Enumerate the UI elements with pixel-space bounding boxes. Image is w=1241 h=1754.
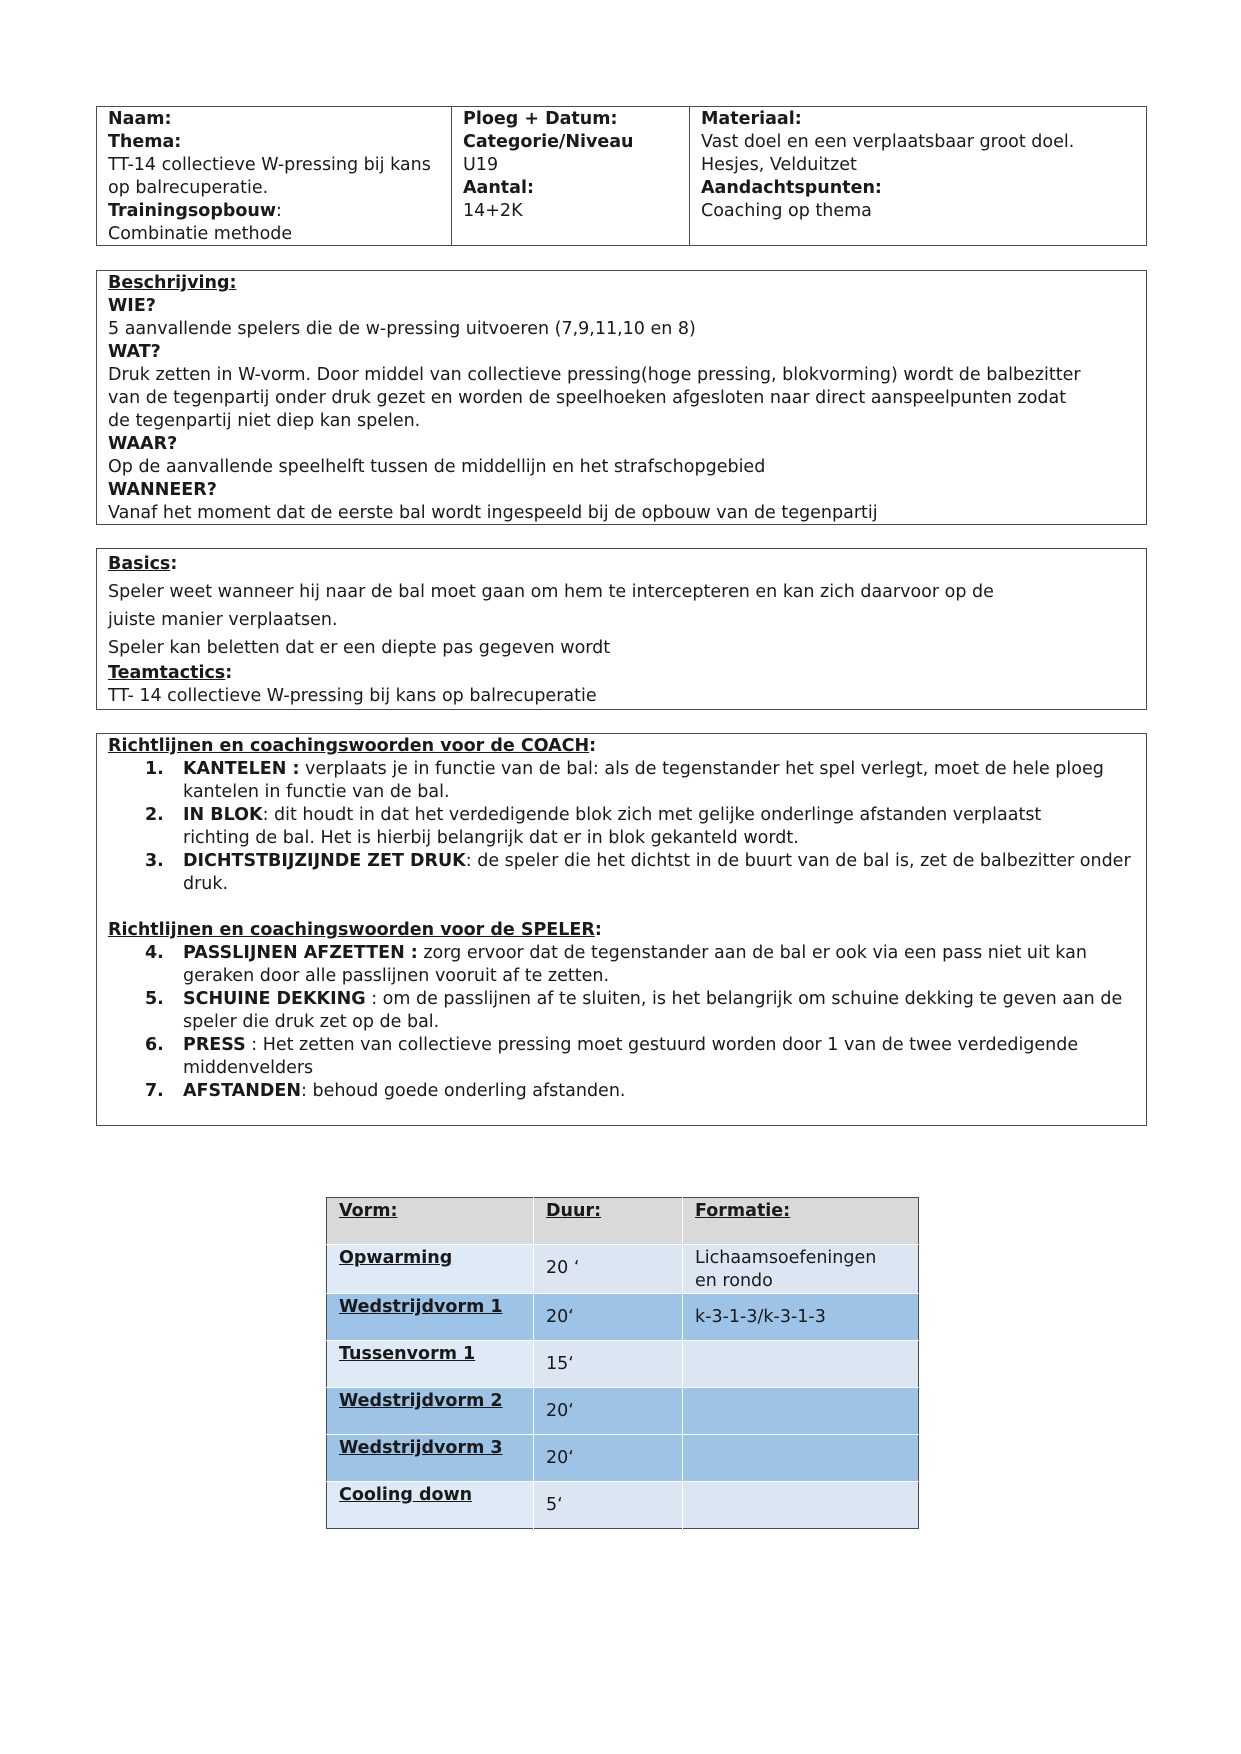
item-number: 2. (145, 805, 164, 825)
item-text-cont: speler die druk zet op de bal. (183, 1012, 440, 1032)
duur-header: Duur: (546, 1201, 602, 1221)
coach-title: Richtlijnen en coachingswoorden voor de COACH (108, 736, 590, 756)
categorie-value: U19 (463, 155, 499, 175)
list-item (108, 988, 1135, 1034)
header-col-materiaal (690, 107, 1146, 245)
teamtactics-title: Teamtactics (108, 663, 226, 683)
duur-cell: 20‘ (546, 1307, 574, 1327)
item-text: : dit houdt in dat het verdedigende blok zich met gelijke onderlinge afstanden verplaatst (262, 805, 1042, 825)
formatie-cell-cont: en rondo (695, 1271, 773, 1291)
item-number: 6. (145, 1035, 164, 1055)
item-text-cont: druk. (183, 874, 229, 894)
item-term: IN BLOK (183, 805, 263, 825)
wanneer-label: WANNEER? (108, 480, 217, 500)
item-number: 1. (145, 759, 164, 779)
teamtactics-text: TT- 14 collectieve W-pressing bij kans op balrecuperatie (108, 686, 597, 706)
coach-colon: : (589, 736, 597, 756)
item-text: : om de passlijnen af te sluiten, is het belangrijk om schuine dekking te geven aan de (365, 989, 1123, 1009)
formatie-header: Formatie: (695, 1201, 791, 1221)
opbouw-row (108, 200, 440, 223)
item-term: SCHUINE DEKKING (183, 989, 366, 1009)
duur-cell: 5‘ (546, 1495, 563, 1515)
speler-title: Richtlijnen en coachingswoorden voor de SPELER (108, 920, 595, 940)
vorm-cell: Opwarming (339, 1248, 453, 1268)
item-text: : behoud goede onderling afstanden. (301, 1081, 626, 1101)
wat-text-line1: Druk zetten in W-vorm. Door middel van collectieve pressing(hoge pressing, blokvorming) wordt de balbezitter (108, 365, 1081, 385)
item-term: PASSLIJNEN AFZETTEN : (183, 943, 418, 963)
naam-label: Naam: (108, 109, 172, 129)
item-text-cont: richting de bal. Het is hierbij belangrijk dat er in blok gekanteld wordt. (183, 828, 799, 848)
opbouw-label: Trainingsopbouw (108, 201, 277, 221)
table-row (327, 1294, 919, 1341)
table-row (327, 1482, 919, 1529)
basics-colon: : (170, 554, 178, 574)
speler-colon: : (594, 920, 602, 940)
vorm-cell: Wedstrijdvorm 2 (339, 1391, 503, 1411)
coach-list (108, 758, 1135, 896)
teamtactics-colon: : (225, 663, 233, 683)
list-item (108, 1034, 1135, 1080)
item-term: DICHTSTBIJZIJNDE ZET DRUK (183, 851, 466, 871)
list-item (108, 850, 1135, 896)
formatie-cell: k-3-1-3/k-3-1-3 (695, 1307, 826, 1327)
vorm-header: Vorm: (339, 1201, 398, 1221)
item-term: KANTELEN : (183, 759, 300, 779)
item-text-cont: geraken door alle passlijnen vooruit af te zetten. (183, 966, 610, 986)
list-item (108, 1080, 1135, 1103)
schedule-header-row (327, 1198, 919, 1245)
table-row (327, 1245, 919, 1294)
list-item (108, 758, 1135, 804)
aantal-label: Aantal: (463, 178, 534, 198)
header-col-ploeg (452, 107, 690, 245)
aantal-value: 14+2K (463, 201, 523, 221)
ploeg-label: Ploeg + Datum: (463, 109, 618, 129)
wie-label: WIE? (108, 296, 156, 316)
opbouw-colon: : (276, 201, 282, 221)
coach-title-row (108, 735, 1135, 758)
wat-text-line3: de tegenpartij niet diep kan spelen. (108, 411, 421, 431)
description-box (96, 270, 1147, 525)
table-row (327, 1435, 919, 1482)
item-term: PRESS (183, 1035, 246, 1055)
vorm-cell: Wedstrijdvorm 3 (339, 1438, 503, 1458)
item-number: 4. (145, 943, 164, 963)
aandacht-label: Aandachtspunten: (701, 178, 882, 198)
materiaal-label: Materiaal: (701, 109, 802, 129)
basics-line2: juiste manier verplaatsen. (108, 610, 338, 630)
item-text: verplaats je in functie van de bal: als de tegenstander het spel verlegt, moet de hele ploeg (299, 759, 1104, 779)
waar-text: Op de aanvallende speelhelft tussen de middellijn en het strafschopgebied (108, 457, 766, 477)
schedule-table (326, 1197, 919, 1529)
formatie-cell: Lichaamsoefeningen (695, 1248, 877, 1268)
table-row (327, 1341, 919, 1388)
item-text-cont: middenvelders (183, 1058, 314, 1078)
header-col-naam (97, 107, 452, 245)
wie-text: 5 aanvallende spelers die de w-pressing uitvoeren (7,9,11,10 en 8) (108, 319, 696, 339)
thema-value-line2: op balrecuperatie. (108, 178, 269, 198)
categorie-label: Categorie/Niveau (463, 132, 634, 152)
list-item (108, 942, 1135, 988)
item-number: 3. (145, 851, 164, 871)
item-term: AFSTANDEN (183, 1081, 301, 1101)
item-number: 5. (145, 989, 164, 1009)
thema-value-line1: TT-14 collectieve W-pressing bij kans (108, 155, 431, 175)
vorm-cell: Wedstrijdvorm 1 (339, 1297, 503, 1317)
item-text: zorg ervoor dat de tegenstander aan de bal er ook via een pass niet uit kan (417, 943, 1087, 963)
opbouw-value: Combinatie methode (108, 224, 293, 244)
duur-cell: 20‘ (546, 1401, 574, 1421)
duur-cell: 20 ‘ (546, 1258, 580, 1278)
vorm-cell: Tussenvorm 1 (339, 1344, 476, 1364)
basics-title-row (108, 550, 1135, 578)
table-row (327, 1388, 919, 1435)
basics-line1: Speler weet wanneer hij naar de bal moet gaan om hem te intercepteren en kan zich daarvoor op de (108, 582, 994, 602)
item-text: : Het zetten van collectieve pressing moet gestuurd worden door 1 van de twee verdedigende (245, 1035, 1079, 1055)
item-text-cont: kantelen in functie van de bal. (183, 782, 450, 802)
basics-title: Basics (108, 554, 171, 574)
duur-cell: 15‘ (546, 1354, 574, 1374)
vorm-cell: Cooling down (339, 1485, 473, 1505)
basics-line3: Speler kan beletten dat er een diepte pas gegeven wordt (108, 638, 611, 658)
wat-label: WAT? (108, 342, 161, 362)
item-text: : de speler die het dichtst in de buurt van de bal is, zet de balbezitter onder (465, 851, 1131, 871)
guidelines-box (96, 733, 1147, 1126)
item-number: 7. (145, 1081, 164, 1101)
aandacht-value: Coaching op thema (701, 201, 872, 221)
basics-box (96, 548, 1147, 710)
wat-text-line2: van de tegenpartij onder druk gezet en worden de speelhoeken afgesloten naar direct aanspeelpunten zodat (108, 388, 1067, 408)
teamtactics-title-row (108, 662, 1135, 685)
materiaal-line1: Vast doel en een verplaatsbaar groot doel. (701, 132, 1075, 152)
header-table (96, 106, 1147, 246)
wanneer-text: Vanaf het moment dat de eerste bal wordt ingespeeld bij de opbouw van de tegenpartij (108, 503, 878, 523)
thema-label: Thema: (108, 132, 182, 152)
duur-cell: 20‘ (546, 1448, 574, 1468)
description-title: Beschrijving: (108, 273, 237, 293)
materiaal-line2: Hesjes, Velduitzet (701, 155, 857, 175)
speler-list (108, 942, 1135, 1103)
speler-title-row (108, 919, 1135, 942)
list-item (108, 804, 1135, 850)
waar-label: WAAR? (108, 434, 178, 454)
